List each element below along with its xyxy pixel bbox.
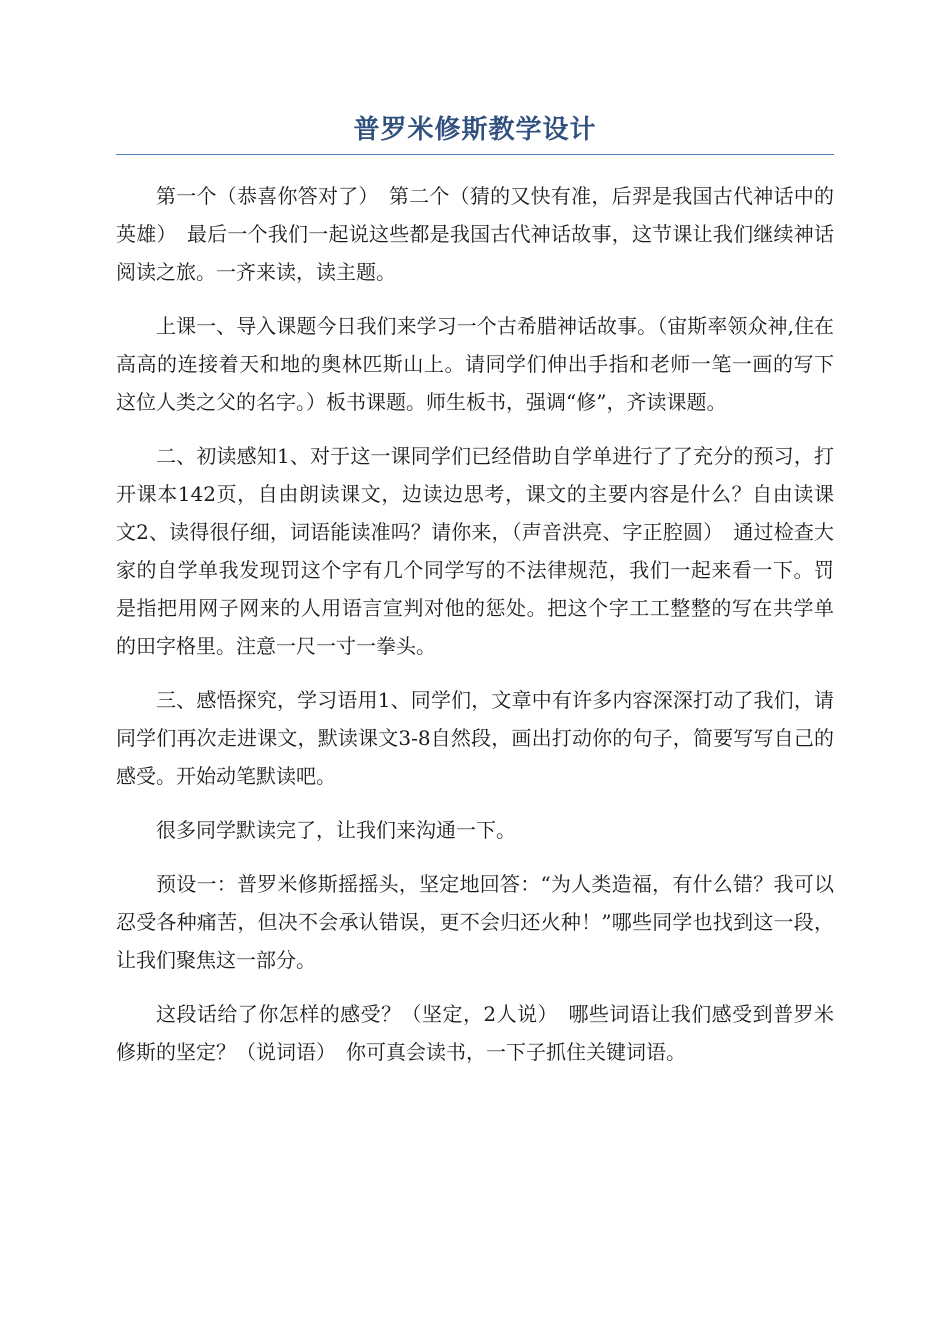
paragraph-first-reading: 二、初读感知1、对于这一课同学们已经借助自学单进行了了充分的预习，打开课本142页，自由朗读课文，边读边思考，课文的主要内容是什么？自由读课文2、读得很仔细，词语能读准吗？请你来，（声音洪亮、字正腔圆） 通过检查大家的自学单我发现罚这个字有几个同学写的不法律规范，我们一起来看一下。罚是指把用网子网来的人用语言宣判对他的惩处。把这个字工工整整的写在共学单的田字格里。注意一尺一寸一拳头。 xyxy=(116,444,834,658)
title-underline xyxy=(116,154,834,155)
paragraph-feeling: 这段话给了你怎样的感受？（坚定，2人说） 哪些词语让我们感受到普罗米修斯的坚定？（说词语） 你可真会读书，一下子抓住关键词语。 xyxy=(116,1002,834,1064)
document-page xyxy=(116,110,834,1087)
paragraph-communication: 很多同学默读完了，让我们来沟通一下。 xyxy=(156,818,516,842)
paragraph-exploration: 三、感悟探究，学习语用1、同学们，文章中有许多内容深深打动了我们，请同学们再次走进课文，默读课文3-8自然段，画出打动你的句子，简要写写自己的感受。开始动笔默读吧。 xyxy=(116,688,834,788)
paragraph-intro: 第一个（恭喜你答对了） 第二个（猜的又快有准，后羿是我国古代神话中的英雄） 最后一个我们一起说这些都是我国古代神话故事，这节课让我们继续神话阅读之旅。一齐来读，读主题。 xyxy=(116,184,834,284)
document-title: 普罗米修斯教学设计 xyxy=(353,115,597,145)
paragraph-preset-one: 预设一：普罗米修斯摇摇头，坚定地回答：“为人类造福，有什么错？我可以忍受各种痛苦，但决不会承认错误，更不会归还火种！”哪些同学也找到这一段，让我们聚焦这一部分。 xyxy=(116,872,834,972)
paragraph-lesson-start: 上课一、导入课题今日我们来学习一个古希腊神话故事。（宙斯率领众神,住在高高的连接着天和地的奥林匹斯山上。请同学们伸出手指和老师一笔一画的写下这位人类之父的名字。）板书课题。师生板书，强调“修”，齐读课题。 xyxy=(116,314,834,414)
